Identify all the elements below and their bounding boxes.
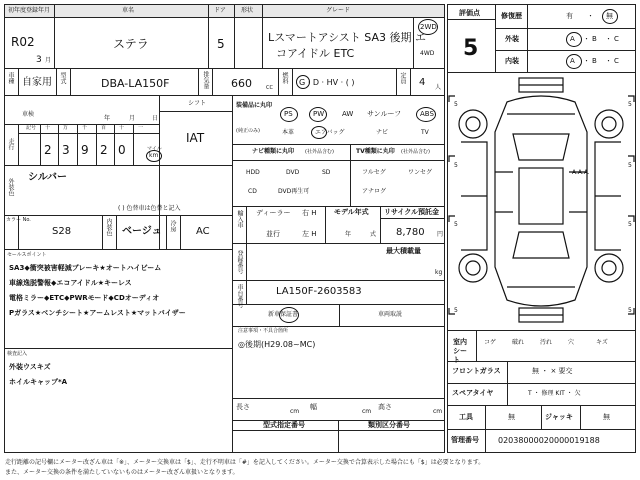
equipment-item2-1: エアバッグ xyxy=(315,129,345,136)
nav-item-2: SD xyxy=(322,169,331,176)
color-value: シルバー xyxy=(28,172,68,183)
displacement-value: 660 xyxy=(231,77,252,90)
interior-color-label: 内装色 xyxy=(105,218,112,236)
equipment-item-0: PS xyxy=(284,110,293,118)
mileage-digit-2: 9 xyxy=(81,143,89,157)
sales-point-line-2: 電格ミラー◆ETC◆PWRモード◆CDオーディオ xyxy=(9,294,160,302)
mileage-header-5: 十 xyxy=(119,125,125,131)
capacity-label: 定員 xyxy=(399,72,406,84)
recycle-label: リサイクル預託金 xyxy=(384,208,440,216)
exterior-option-1: ・ xyxy=(583,35,590,43)
car-damage-diagram xyxy=(447,72,636,327)
ac-value: AC xyxy=(196,226,210,237)
registration-label: 登録番号 xyxy=(236,250,243,274)
nav-item2-0: CD xyxy=(248,188,257,195)
diagram-mark-3: 5 xyxy=(454,162,458,169)
tv-item-0: フルセグ xyxy=(362,169,386,176)
chassis-value: LA150F-2603583 xyxy=(276,286,362,297)
footer-line1: 走行距離の記号欄にメーター改ざん車は「※」、メーター交換車は「$」、走行不明車は「#」を記入してください。メーター交換で合算表示した場合にも「$」は必要となります。 xyxy=(5,459,485,466)
sales-point-line-3: Pガラス★ベンチシート★アームレスト★マットバイザー xyxy=(9,309,186,317)
interior-option-0: A xyxy=(570,57,575,65)
interior-option-2: B xyxy=(592,57,597,65)
car-name-label: 車名 xyxy=(122,7,135,14)
yen-unit: 円 xyxy=(437,231,444,238)
mgmt-value: 02038000020000019188 xyxy=(498,436,600,445)
height-unit: cm xyxy=(433,408,443,415)
jack-label: ジャッキ xyxy=(545,413,573,421)
mile-unit: マイル xyxy=(147,146,162,152)
use-label: 車種 xyxy=(7,72,14,84)
max-load-label: 最大積載量 xyxy=(386,247,421,255)
mileage-header-6: 一 xyxy=(138,125,144,131)
inspection-label: 車検 xyxy=(22,111,35,118)
nav-item-0: HDD xyxy=(246,169,260,176)
seat-item-0: コゲ xyxy=(484,339,497,346)
length-unit: cm xyxy=(290,408,300,415)
equipment-item2-2: ナビ xyxy=(376,129,389,136)
equipment-item-4-circle xyxy=(416,107,436,122)
import-dealer: ディーラー xyxy=(256,209,291,217)
diagram-mark-5: 5 xyxy=(454,221,458,228)
use-value: 自家用 xyxy=(22,77,52,88)
diagram-mark-4: 5 xyxy=(628,162,632,169)
repair-option-2-circle xyxy=(602,9,618,24)
displacement-label: 排気量 xyxy=(202,71,209,89)
car-name-value: ステラ xyxy=(113,37,149,51)
exterior-option-0: A xyxy=(570,35,575,43)
equipment-item2-3: TV xyxy=(421,129,429,136)
length-label: 長さ xyxy=(236,403,250,411)
diagram-legend: A.A.A. xyxy=(572,169,590,176)
repair-option-1: ・ xyxy=(587,12,594,20)
interior-color-value: ベージュ xyxy=(122,226,162,237)
drive-4wd: 4WD xyxy=(420,50,435,57)
repair-option-2: 無 xyxy=(606,12,613,20)
interior-option-3: ・ xyxy=(605,57,612,65)
front-glass-label: フロントガラス xyxy=(452,367,501,375)
first-reg-month: 3 xyxy=(36,55,42,65)
seat-item-2: 汚れ xyxy=(540,339,553,346)
recycle-value: 8,780 xyxy=(396,227,425,238)
nav-label: ナビ種類に丸印 xyxy=(252,148,295,155)
first-reg-label: 初年度登録年月 xyxy=(8,7,51,14)
import-left: 左 H xyxy=(302,230,317,238)
inspector-line-1: ホイルキャップ*A xyxy=(9,378,68,386)
model-value: DBA-LA150F xyxy=(101,77,170,90)
interior-label: 内装 xyxy=(505,57,519,65)
interior-option-1: ・ xyxy=(583,57,590,65)
seat-item-3: 穴 xyxy=(568,339,575,346)
mgmt-label: 管理番号 xyxy=(451,436,479,444)
shape-label: 形状 xyxy=(241,7,254,14)
drive-2wd: 2WD xyxy=(420,23,437,31)
mileage-digit-0: 2 xyxy=(44,143,52,157)
sales-points-label: セールスポイント xyxy=(7,252,47,258)
import-label: 輸入車 xyxy=(236,210,243,228)
spare-label: スペアタイヤ xyxy=(452,389,494,397)
interior-option-4: C xyxy=(614,57,619,65)
import-right: 右 H xyxy=(302,209,317,217)
inspector-label: 検査記入 xyxy=(7,351,28,357)
model-unit: 式 xyxy=(370,231,377,238)
width-unit: cm xyxy=(362,408,372,415)
mileage-header-2: 万 xyxy=(63,125,69,131)
first-reg-era: R02 xyxy=(11,35,35,49)
seat-item-4: キズ xyxy=(596,339,608,346)
shift-value: IAT xyxy=(186,131,205,145)
footer-line2: また、メーター交換の条件を満たしていないものはメーター改ざん車扱いとなります。 xyxy=(5,469,239,476)
model-label: 型式 xyxy=(59,72,66,84)
day-label: 日 xyxy=(152,115,159,122)
diagram-mark-2: 5 xyxy=(628,101,632,108)
equipment-item2-0: 本革 xyxy=(282,129,295,136)
mileage-header-3: 千 xyxy=(82,125,88,131)
nav-item2-1: DVD再生可 xyxy=(278,188,310,195)
mileage-header-0: 記号 xyxy=(26,125,37,131)
diagram-mark-1: 5 xyxy=(454,101,458,108)
door-label: ドア xyxy=(214,7,226,14)
equipment-item-3: サンルーフ xyxy=(367,110,402,118)
notes-label: 注意事項・不具合箇所 xyxy=(238,328,289,334)
color-code-value: S28 xyxy=(52,226,72,237)
mileage-digit-4: 0 xyxy=(118,143,126,157)
tools-label: 工具 xyxy=(459,413,473,421)
grade-label: グレード xyxy=(326,7,351,14)
tv-item2-0: アナログ xyxy=(362,188,387,195)
interior-option-0-circle xyxy=(566,54,582,69)
exterior-label: 外装 xyxy=(505,35,519,43)
nav-item-1: DVD xyxy=(286,169,300,176)
color-note: ( ) 色替車は色替と記入 xyxy=(118,205,181,212)
repair-label: 修復歴 xyxy=(501,12,522,20)
cc-unit: CC xyxy=(266,85,273,91)
interior-seat-label: 室内シート xyxy=(453,338,467,364)
width-label: 幅 xyxy=(310,403,317,411)
diagram-mark-6: 5 xyxy=(628,221,632,228)
equipment-item-2: AW xyxy=(342,110,354,118)
exterior-option-0-circle xyxy=(566,32,582,47)
notes-value: ◎後期(H29.08~MC) xyxy=(238,340,316,349)
class-label: 類別区分番号 xyxy=(368,421,410,429)
model-year-label: モデル年式 xyxy=(334,208,369,216)
diagram-mark-7: 5 xyxy=(454,307,458,314)
front-glass-value: 無 ・ × 要交 xyxy=(532,367,573,375)
import-parallel: 並行 xyxy=(266,230,280,238)
equipment-item-0-circle xyxy=(280,107,298,122)
kg-unit: kg xyxy=(435,269,443,276)
tv-note: (社外品含む) xyxy=(401,149,430,155)
spare-value: T ・ 修理 KIT ・ 欠 xyxy=(528,390,581,397)
jack-value: 無 xyxy=(603,413,610,421)
tools-value: 無 xyxy=(508,413,515,421)
seat-item-1: 破れ xyxy=(512,339,525,346)
exterior-option-4: C xyxy=(614,35,619,43)
equipment-item-4: ABS xyxy=(420,110,434,118)
equipment-item-1: PW xyxy=(313,110,325,118)
month-label: 月 xyxy=(129,115,136,122)
mileage-digit-1: 3 xyxy=(62,143,70,157)
inspector-line-0: 外装ウスキズ xyxy=(9,363,51,371)
chassis-label: 車台番号 xyxy=(236,284,243,308)
color-code-label: カラー No. xyxy=(6,217,31,223)
capacity-value: 4 xyxy=(419,77,426,88)
manual: 車両取説 xyxy=(378,311,403,318)
sales-point-line-1: 車線逸脱警報◆エコアイドル★キーレス xyxy=(9,279,132,287)
equipment-item2-1-circle xyxy=(311,126,327,139)
exterior-option-2: B xyxy=(592,35,597,43)
grade-line1: Lスマートアシスト SA3 後期 エ xyxy=(268,31,427,44)
color-label: 外装色 xyxy=(7,178,14,196)
fuel-label: 燃料 xyxy=(281,72,288,84)
tv-item-1: ワンセグ xyxy=(408,169,433,176)
equipment-label: 装備品に丸印 xyxy=(236,102,273,109)
mileage-header-4: 百 xyxy=(101,125,107,131)
grade-line2: コアイドル ETC xyxy=(276,47,355,60)
height-label: 高さ xyxy=(378,403,392,411)
mileage-label: 走行 xyxy=(7,138,14,150)
score-value: 5 xyxy=(463,36,479,61)
ac-label: 冷房 xyxy=(169,220,176,232)
tv-label: TV種類に丸印 xyxy=(356,148,395,155)
sales-point-line-0: SA3◆衝突被害軽減ブレーキ★オートハイビーム xyxy=(9,264,162,272)
model-cert-label: 型式指定番号 xyxy=(263,421,305,429)
exterior-option-3: ・ xyxy=(605,35,612,43)
capacity-unit: 人 xyxy=(435,84,442,91)
repair-option-0: 有 xyxy=(566,12,573,20)
score-label: 評価点 xyxy=(459,9,480,17)
shift-label: シフト xyxy=(188,100,207,107)
new-warranty: 新車保証書 xyxy=(268,311,299,318)
nav-note: (社外品含む) xyxy=(305,149,334,155)
month-unit: 月 xyxy=(45,57,52,64)
diagram-mark-8: 5 xyxy=(628,307,632,314)
doors-value: 5 xyxy=(217,37,225,51)
equipment-item-1-circle xyxy=(309,107,327,122)
year-unit: 年 xyxy=(345,231,352,238)
equipment-sublabel: (純正のみ) xyxy=(236,128,260,134)
fuel-options: G · D · HV · ( ) xyxy=(299,78,355,87)
km-unit: km xyxy=(149,152,159,159)
year-label: 年 xyxy=(104,115,111,122)
mileage-digit-3: 2 xyxy=(100,143,108,157)
mileage-header-1: 十 xyxy=(45,125,51,131)
